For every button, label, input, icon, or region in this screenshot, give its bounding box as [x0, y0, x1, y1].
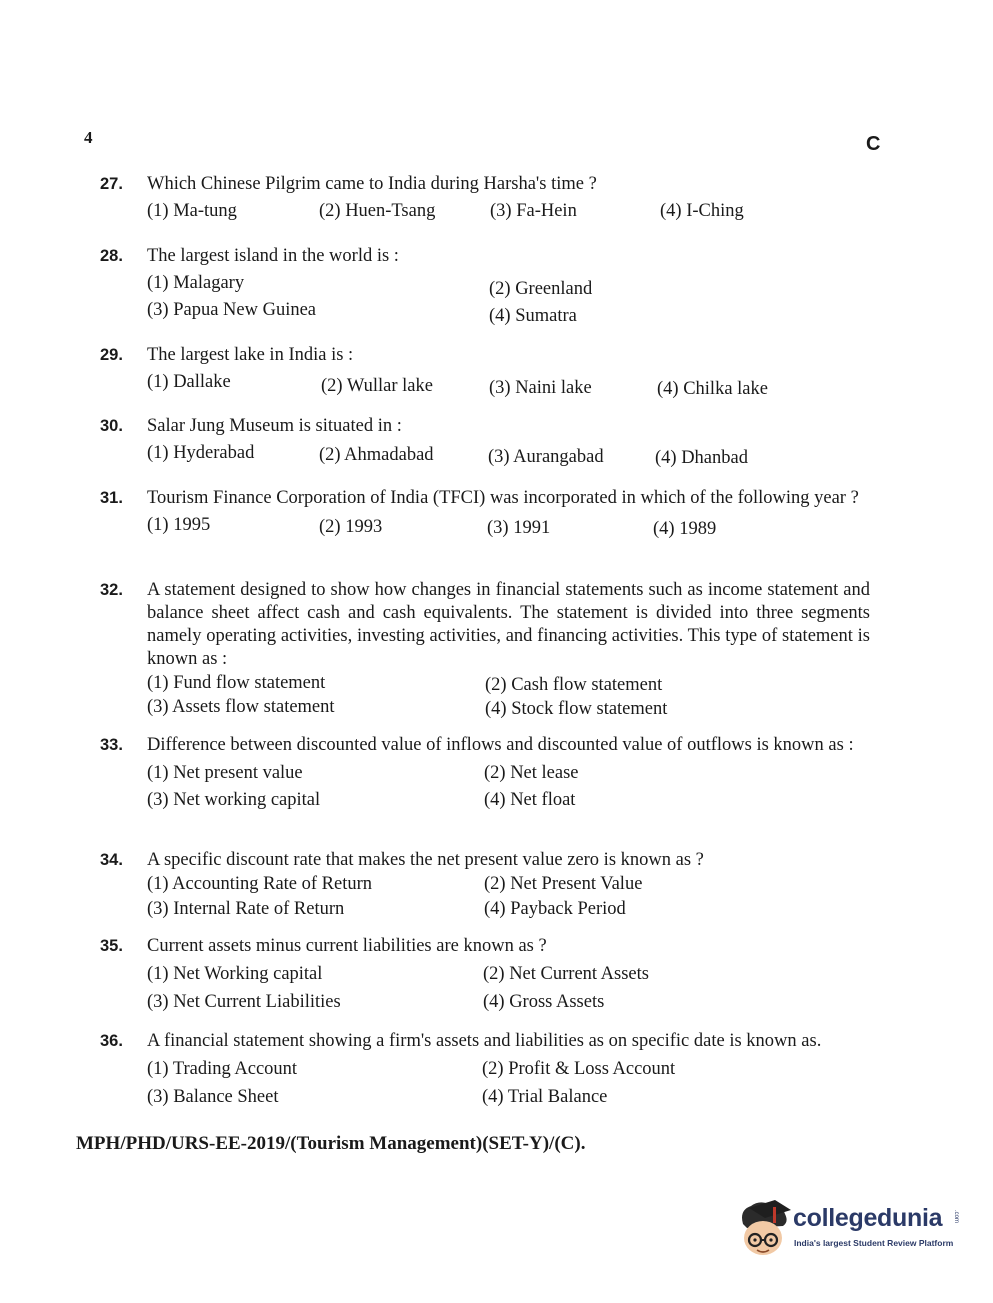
options	[147, 762, 870, 816]
options	[147, 272, 870, 326]
question-text: Current assets minus current liabilities are known as ?	[147, 936, 547, 956]
option-2: (2) Net Present Value	[484, 874, 643, 894]
question-number: 30.	[100, 417, 123, 435]
option-3: (3) Papua New Guinea	[147, 300, 317, 320]
option-1: (1) Net Working capital	[147, 964, 323, 984]
option-4: (4) I-Ching	[660, 201, 744, 221]
question-29	[100, 344, 870, 401]
option-1: (1) Accounting Rate of Return	[147, 874, 373, 894]
question-text: A specific discount rate that makes the net present value zero is known as ?	[147, 850, 704, 870]
question-text: Tourism Finance Corporation of India (TFCI) was incorporated in which of the following year ?	[147, 488, 859, 508]
question-number: 34.	[100, 851, 123, 869]
option-1: (1) Fund flow statement	[147, 673, 326, 693]
logo-wordmark: collegedunia	[793, 1204, 943, 1232]
question-number: 35.	[100, 937, 123, 955]
option-3: (3) Net working capital	[147, 790, 321, 810]
options	[147, 442, 870, 472]
option-1: (1) Malagary	[147, 273, 245, 293]
option-2: (2) Net Current Assets	[483, 964, 649, 984]
option-4: (4) Dhanbad	[655, 448, 748, 468]
question-number: 33.	[100, 736, 123, 754]
options	[147, 514, 870, 544]
option-4: (4) Gross Assets	[483, 992, 605, 1012]
option-3: (3) Assets flow statement	[147, 697, 335, 717]
question-30	[100, 415, 870, 472]
option-2: (2) Net lease	[484, 763, 579, 783]
question-text: The largest island in the world is :	[147, 246, 399, 266]
option-4: (4) Net float	[484, 790, 576, 810]
question-31	[100, 487, 870, 544]
question-number: 31.	[100, 489, 123, 507]
option-2: (2) Ahmadabad	[319, 445, 434, 465]
option-2: (2) Cash flow statement	[485, 675, 663, 695]
set-code: C	[866, 133, 881, 155]
question-32	[100, 579, 870, 720]
question-text: Salar Jung Museum is situated in :	[147, 416, 402, 436]
options	[147, 1058, 870, 1114]
options	[147, 873, 870, 923]
question-text: The largest lake in India is :	[147, 345, 354, 365]
logo-domain: .com	[953, 1210, 959, 1224]
question-35	[100, 935, 870, 1019]
option-3: (3) Net Current Liabilities	[147, 992, 341, 1012]
question-28	[100, 245, 870, 326]
question-number: 27.	[100, 175, 123, 193]
question-number: 29.	[100, 346, 123, 364]
question-34	[100, 849, 870, 923]
option-2: (2) Wullar lake	[321, 376, 433, 396]
option-2: (2) 1993	[319, 517, 383, 537]
question-text: A financial statement showing a firm's assets and liabilities as on specific date is known as.	[147, 1031, 822, 1051]
option-4: (4) Sumatra	[489, 306, 577, 326]
option-3: (3) Aurangabad	[488, 447, 604, 467]
options	[147, 963, 870, 1019]
options	[147, 672, 870, 720]
option-1: (1) Trading Account	[147, 1059, 298, 1079]
option-1: (1) 1995	[147, 515, 211, 535]
logo-tagline: India's largest Student Review Platform	[794, 1238, 954, 1248]
options	[147, 200, 870, 230]
page-number: 4	[84, 128, 93, 147]
option-3: (3) Fa-Hein	[490, 201, 577, 221]
question-text: Which Chinese Pilgrim came to India during Harsha's time ?	[147, 174, 597, 194]
option-4: (4) Stock flow statement	[485, 699, 668, 719]
question-number: 36.	[100, 1032, 123, 1050]
option-4: (4) 1989	[653, 519, 717, 539]
option-2: (2) Greenland	[489, 279, 593, 299]
option-1: (1) Net present value	[147, 763, 303, 783]
option-3: (3) Internal Rate of Return	[147, 899, 345, 919]
options	[147, 371, 870, 401]
option-3: (3) 1991	[487, 518, 551, 538]
question-text: A statement designed to show how changes in financial statements such as income statement and balance sheet affect cash and cash equivalents. The statement is divided into three segments namely operating activities, investing activities, and financing activities. This type of statement is known as :	[147, 580, 870, 669]
option-4: (4) Chilka lake	[657, 379, 768, 399]
option-2: (2) Huen-Tsang	[319, 201, 436, 221]
option-2: (2) Profit & Loss Account	[482, 1059, 676, 1079]
question-number: 32.	[100, 581, 123, 599]
collegedunia-logo	[735, 1198, 960, 1260]
option-3: (3) Balance Sheet	[147, 1087, 279, 1107]
option-4: (4) Payback Period	[484, 899, 626, 919]
option-1: (1) Hyderabad	[147, 443, 255, 463]
question-text: Difference between discounted value of inflows and discounted value of outflows is known as :	[147, 735, 854, 755]
option-4: (4) Trial Balance	[482, 1087, 608, 1107]
question-33	[100, 734, 870, 816]
question-27	[100, 173, 870, 230]
mascot-icon	[735, 1198, 793, 1260]
option-1: (1) Ma-tung	[147, 201, 237, 221]
option-3: (3) Naini lake	[489, 378, 592, 398]
option-1: (1) Dallake	[147, 372, 231, 392]
question-number: 28.	[100, 247, 123, 265]
footer-code: MPH/PHD/URS-EE-2019/(Tourism Management)(SET-Y)/(C).	[76, 1133, 586, 1154]
question-36	[100, 1030, 870, 1114]
